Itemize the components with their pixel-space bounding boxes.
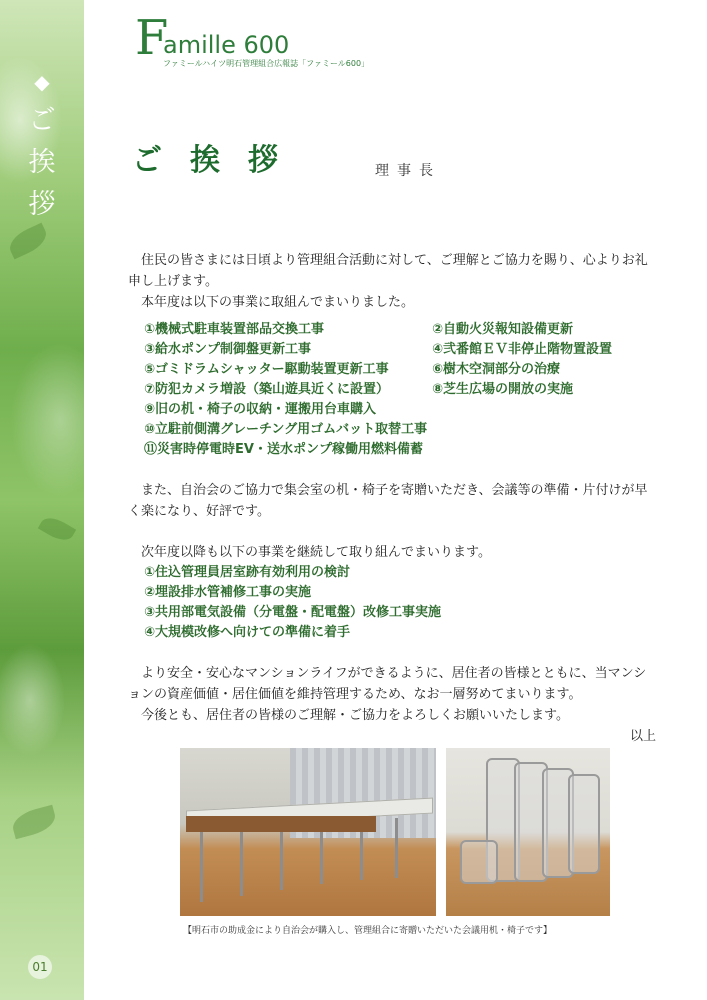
project-item: ⑪災害時停電時EV・送水ポンプ稼働用燃料備蓄	[144, 442, 423, 457]
next-project-item: ③共用部電気設備（分電盤・配電盤）改修工事実施	[144, 605, 442, 620]
next-project-item: ②埋設排水管補修工事の実施	[144, 585, 312, 600]
table-leg	[200, 832, 203, 902]
project-item: ⑦防犯カメラ増設（築山遊具近くに設置）	[144, 382, 390, 397]
project-row	[144, 400, 658, 420]
photo-caption: 【明石市の助成金により自治会が購入し、管理組合に寄贈いただいた会議用机・椅子です】	[183, 926, 553, 936]
photo-stacked-chairs	[446, 748, 610, 916]
project-row	[144, 320, 658, 340]
paragraph-closing-2: 今後とも、居住者の皆様のご理解・ご協力をよろしくお願いいたします。	[141, 708, 569, 723]
magazine-logo	[135, 10, 370, 68]
table-leg	[320, 832, 323, 884]
diamond-icon: ◆	[34, 70, 50, 94]
table-edge	[186, 816, 376, 832]
side-section-title	[22, 70, 62, 226]
project-row	[144, 380, 658, 400]
photo-folding-tables	[180, 748, 436, 916]
project-item: ②自動火災報知設備更新	[432, 322, 574, 337]
chair-stack	[568, 774, 600, 874]
page-title: ご挨拶	[132, 143, 306, 178]
paragraph-intro-2: 本年度は以下の事業に取組んでまいりました。	[141, 295, 415, 310]
article-body	[128, 250, 658, 747]
project-item: ⑥樹木空洞部分の治療	[432, 362, 561, 377]
project-row	[144, 360, 658, 380]
logo-initial: F	[135, 10, 169, 66]
project-item: ④弐番館ＥＶ非停止階物置設置	[432, 342, 613, 357]
next-project-item: ①住込管理員居室跡有効利用の検討	[144, 565, 351, 580]
project-list	[144, 320, 658, 460]
project-row	[144, 420, 658, 440]
paragraph-next: 次年度以降も以下の事業を継続して取り組んでまいります。	[141, 545, 491, 560]
paragraph-intro: 住民の皆さまには日頃より管理組合活動に対して、ご理解とご協力を賜り、心よりお礼申し上げます。	[128, 253, 648, 289]
logo-subtitle: ファミールハイツ明石管理組合広報誌「ファミール600」	[163, 59, 370, 68]
closing-mark: 以上	[629, 729, 656, 744]
author-role: 理事長	[375, 163, 441, 179]
project-item: ⑤ゴミドラムシャッター駆動装置更新工事	[144, 362, 389, 377]
logo-word: amille 600	[163, 31, 290, 59]
leaf-decoration	[10, 805, 59, 840]
table-leg	[360, 832, 363, 880]
project-item: ①機械式駐車装置部品交換工事	[144, 322, 325, 337]
chair-front	[460, 840, 498, 884]
page-number: 01	[28, 955, 52, 979]
leaf-decoration	[38, 513, 76, 546]
next-project-list	[144, 563, 658, 643]
project-item: ⑨旧の机・椅子の収納・運搬用台車購入	[144, 402, 377, 417]
paragraph-mid: また、自治会のご協力で集会室の机・椅子を寄贈いただき、会議等の準備・片付けが早く楽になり、好評です。	[128, 483, 648, 519]
project-item: ⑩立駐前側溝グレーチング用ゴムバット取替工事	[144, 422, 428, 437]
project-row	[144, 340, 658, 360]
project-item: ⑧芝生広場の開放の実施	[432, 382, 574, 397]
project-row	[144, 440, 658, 460]
decorative-side-strip	[0, 0, 84, 1000]
paragraph-closing: より安全・安心なマンションライフができるように、居住者の皆様とともに、当マンションの資産価値・居住価値を維持管理するため、なお一層努めてまいります。	[128, 666, 647, 702]
project-item: ③給水ポンプ制御盤更新工事	[144, 342, 312, 357]
table-leg	[395, 818, 398, 878]
table-leg	[240, 832, 243, 896]
leaf-decoration	[5, 223, 51, 260]
table-leg	[280, 832, 283, 890]
side-title-text: ご 挨 拶	[28, 105, 56, 220]
next-project-item: ④大規模改修へ向けての準備に着手	[144, 625, 351, 640]
